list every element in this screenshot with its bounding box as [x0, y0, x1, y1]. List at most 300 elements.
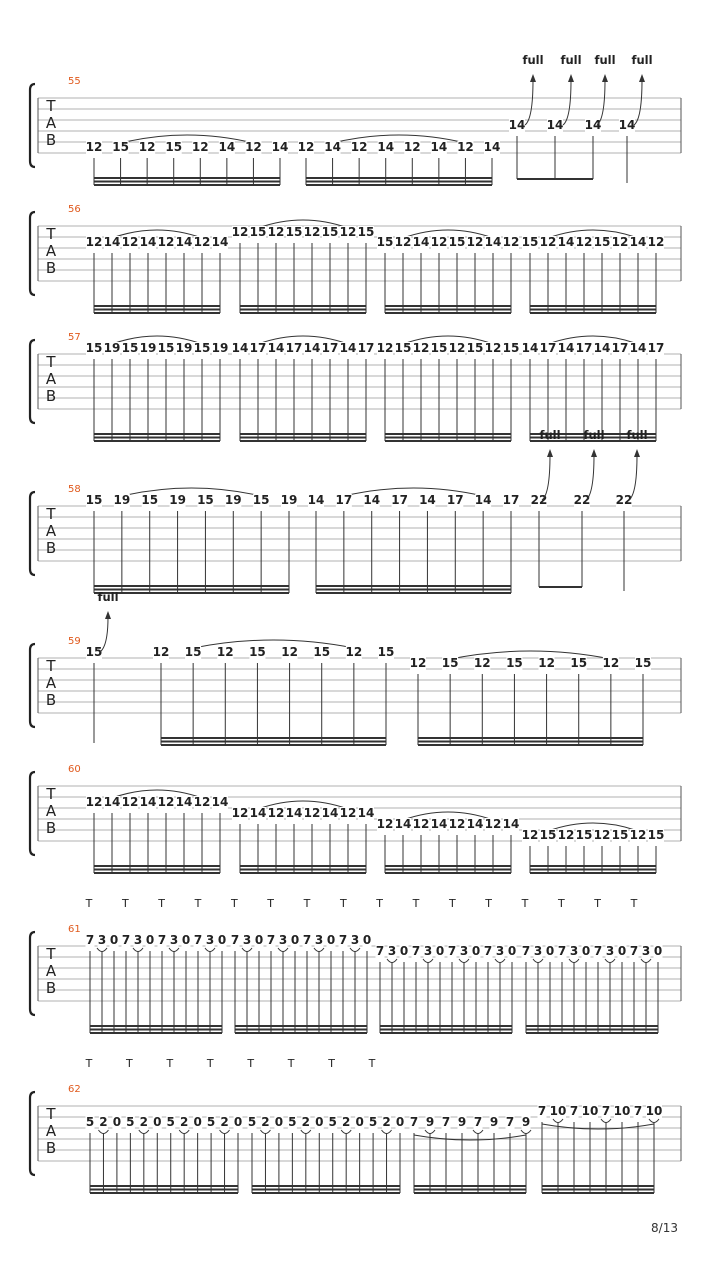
fret-number: 14 [557, 235, 575, 249]
fret-number: 0 [545, 944, 555, 958]
bend-label: full [631, 53, 653, 67]
fret-number: 17 [575, 341, 593, 355]
fret-number: 14 [211, 795, 229, 809]
fret-number: 15 [521, 235, 539, 249]
bend-arrow [591, 449, 597, 457]
fret-number: 17 [391, 493, 408, 507]
bend-arrow [634, 449, 640, 457]
fret-number: 7 [447, 944, 457, 958]
fret-number: 12 [394, 235, 412, 249]
fret-number: 14 [508, 118, 526, 132]
fret-number: 0 [181, 933, 191, 947]
bend-label: full [594, 53, 616, 67]
fret-number: 7 [601, 1104, 611, 1118]
fret-number: 19 [175, 341, 193, 355]
fret-number: 2 [180, 1115, 189, 1129]
fret-number: 14 [271, 140, 289, 154]
tap-marker: T [630, 897, 638, 910]
fret-number: 2 [382, 1115, 391, 1129]
fret-number: 15 [377, 645, 395, 659]
tap-marker: T [594, 897, 602, 910]
fret-number: 15 [184, 645, 202, 659]
fret-number: 7 [157, 933, 167, 947]
tap-marker: T [376, 897, 384, 910]
fret-number: 5 [166, 1115, 175, 1129]
fret-number: 12 [403, 140, 421, 154]
fret-number: 14 [324, 140, 341, 154]
fret-number: 14 [139, 235, 157, 249]
system-bracket [30, 932, 35, 1015]
fret-number: 2 [261, 1115, 270, 1129]
fret-number: 7 [473, 1115, 483, 1129]
pull-off-arc [97, 948, 107, 952]
bend-curve [525, 80, 533, 125]
pull-off-arc [459, 959, 469, 963]
fret-number: 5 [247, 1115, 257, 1129]
fret-number: 12 [191, 140, 209, 154]
fret-number: 22 [530, 493, 548, 507]
fret-number: 0 [326, 933, 336, 947]
bend-label: full [583, 428, 605, 442]
bend-label: full [97, 590, 119, 604]
tap-marker: T [206, 1057, 214, 1070]
pull-off-arc [473, 1130, 483, 1134]
pull-off-arc [278, 948, 288, 952]
tap-marker: T [121, 897, 129, 910]
fret-number: 12 [231, 225, 249, 239]
tab-clef-letter: A [45, 1122, 57, 1140]
tab-clef-letter: T [46, 657, 56, 675]
bend-arrow [602, 74, 608, 82]
pull-off-arc [260, 1130, 270, 1134]
fret-number: 0 [112, 1115, 122, 1129]
fret-number: 0 [153, 1115, 162, 1129]
fret-number: 12 [303, 806, 321, 820]
fret-number: 3 [423, 944, 433, 958]
fret-number: 10 [581, 1104, 599, 1118]
tap-marker: T [267, 897, 275, 910]
system-bracket [30, 212, 35, 295]
pull-off-arc [423, 959, 433, 963]
fret-number: 0 [290, 933, 300, 947]
pull-off-arc [341, 1130, 351, 1134]
fret-number: 14 [430, 817, 448, 831]
fret-number: 3 [459, 944, 469, 958]
fret-number: 14 [321, 806, 339, 820]
tap-marker: T [247, 1057, 255, 1070]
fret-number: 2 [99, 1115, 108, 1129]
fret-number: 7 [537, 1104, 547, 1118]
bend-arrow [639, 74, 645, 82]
fret-number: 9 [425, 1115, 435, 1129]
fret-number: 14 [502, 817, 520, 831]
fret-number: 12 [412, 341, 430, 355]
pull-off-arc [301, 1130, 311, 1134]
page-number: 8/13 [651, 1221, 678, 1235]
fret-number: 2 [342, 1115, 351, 1129]
fret-number: 7 [483, 944, 493, 958]
fret-number: 14 [103, 795, 121, 809]
fret-number: 3 [533, 944, 543, 958]
fret-number: 14 [629, 235, 647, 249]
fret-number: 12 [267, 225, 285, 239]
fret-number: 3 [97, 933, 107, 947]
fret-number: 15 [193, 341, 211, 355]
fret-number: 12 [303, 225, 321, 239]
fret-number: 14 [557, 341, 575, 355]
fret-number: 9 [457, 1115, 467, 1129]
fret-number: 7 [375, 944, 385, 958]
fret-number: 17 [321, 341, 339, 355]
fret-number: 14 [231, 341, 249, 355]
pull-off-arc [242, 948, 252, 952]
pull-off-arc [98, 1130, 108, 1134]
fret-number: 12 [412, 817, 430, 831]
tab-clef-letter: B [45, 539, 57, 557]
tab-clef-letter: T [46, 945, 56, 963]
pull-off-arc [169, 948, 179, 952]
pull-off-arc [495, 959, 505, 963]
fret-number: 14 [629, 341, 647, 355]
fret-number: 15 [197, 493, 214, 507]
fret-number: 15 [466, 341, 484, 355]
tap-marker: T [126, 1057, 133, 1070]
fret-number: 14 [285, 806, 303, 820]
tab-clef-letter: T [46, 97, 56, 115]
fret-number: 0 [435, 944, 445, 958]
measure-number: 61 [68, 924, 81, 935]
fret-number: 12 [430, 235, 448, 249]
fret-number: 12 [157, 795, 175, 809]
fret-number: 17 [446, 493, 464, 507]
fret-number: 15 [285, 225, 303, 239]
pull-off-arc [179, 1130, 189, 1134]
pull-off-arc [553, 1119, 563, 1123]
fret-number: 14 [139, 795, 157, 809]
tap-marker: T [448, 897, 456, 910]
fret-number: 12 [350, 140, 368, 154]
fret-number: 15 [430, 341, 448, 355]
measure-number: 59 [68, 636, 81, 647]
fret-number: 10 [549, 1104, 567, 1118]
fret-number: 0 [274, 1115, 284, 1129]
tap-marker: T [158, 897, 166, 910]
fret-number: 0 [193, 1115, 202, 1129]
fret-number: 5 [328, 1115, 337, 1129]
fret-number: 7 [629, 944, 639, 958]
fret-number: 15 [85, 341, 103, 355]
fret-number: 15 [448, 235, 466, 249]
fret-number: 3 [495, 944, 505, 958]
fret-number: 12 [521, 828, 539, 842]
fret-number: 3 [314, 933, 324, 947]
fret-number: 0 [233, 1115, 243, 1129]
bend-label: full [522, 53, 544, 67]
fret-number: 15 [593, 235, 611, 249]
fret-number: 0 [362, 933, 372, 947]
fret-number: 7 [569, 1104, 579, 1118]
fret-number: 12 [152, 645, 170, 659]
fret-number: 15 [575, 828, 593, 842]
pull-off-arc [139, 1130, 149, 1134]
fret-number: 14 [363, 493, 381, 507]
tab-clef-letter: A [45, 962, 57, 980]
bend-arrow [568, 74, 574, 82]
fret-number: 5 [126, 1115, 135, 1129]
fret-number: 7 [85, 933, 95, 947]
tab-clef-letter: B [45, 259, 57, 277]
fret-number: 15 [85, 645, 103, 659]
tab-clef-letter: B [45, 819, 57, 837]
fret-number: 12 [121, 795, 139, 809]
measure-number: 56 [68, 204, 81, 215]
fret-number: 15 [85, 493, 103, 507]
fret-number: 7 [193, 933, 203, 947]
fret-number: 14 [584, 118, 602, 132]
fret-number: 14 [593, 341, 611, 355]
fret-number: 12 [339, 225, 357, 239]
tab-clef-letter: A [45, 802, 57, 820]
fret-number: 15 [647, 828, 665, 842]
fret-number: 3 [605, 944, 615, 958]
fret-number: 5 [85, 1115, 95, 1129]
fret-number: 12 [193, 235, 211, 249]
tab-clef-letter: A [45, 370, 57, 388]
fret-number: 12 [339, 806, 357, 820]
fret-number: 3 [278, 933, 288, 947]
fret-number: 17 [611, 341, 629, 355]
fret-number: 15 [506, 656, 523, 670]
tab-clef-letter: T [46, 353, 56, 371]
fret-number: 15 [112, 140, 129, 154]
fret-number: 0 [617, 944, 627, 958]
tap-marker: T [194, 897, 202, 910]
fret-number: 19 [211, 341, 229, 355]
tab-clef-letter: T [46, 225, 56, 243]
fret-number: 12 [473, 656, 491, 670]
pull-off-arc [521, 1130, 531, 1134]
fret-number: 15 [539, 828, 557, 842]
tab-clef-letter: A [45, 114, 57, 132]
fret-number: 14 [303, 341, 321, 355]
fret-number: 14 [419, 493, 436, 507]
fret-number: 15 [165, 140, 183, 154]
fret-number: 0 [254, 933, 264, 947]
fret-number: 0 [315, 1115, 324, 1129]
fret-number: 14 [175, 235, 193, 249]
fret-number: 14 [249, 806, 267, 820]
fret-number: 3 [205, 933, 215, 947]
fret-number: 0 [145, 933, 155, 947]
fret-number: 12 [409, 656, 427, 670]
system-bracket [30, 492, 35, 575]
fret-number: 3 [169, 933, 179, 947]
bend-arrow [547, 449, 553, 457]
fret-number: 19 [224, 493, 242, 507]
fret-number: 12 [611, 235, 629, 249]
fret-number: 7 [411, 944, 421, 958]
fret-number: 12 [629, 828, 647, 842]
tap-marker: T [85, 897, 93, 910]
tap-marker: T [328, 1057, 335, 1070]
system-bracket [30, 340, 35, 423]
fret-number: 14 [307, 493, 325, 507]
fret-number: 0 [355, 1115, 364, 1129]
pull-off-arc [533, 959, 543, 963]
fret-number: 3 [133, 933, 143, 947]
pull-off-arc [220, 1130, 230, 1134]
fret-number: 15 [321, 225, 339, 239]
fret-number: 9 [489, 1115, 499, 1129]
pull-off-arc [314, 948, 324, 952]
fret-number: 15 [252, 493, 270, 507]
fret-number: 19 [103, 341, 121, 355]
fret-number: 15 [634, 656, 652, 670]
tap-marker: T [521, 897, 529, 910]
tap-marker: T [287, 1057, 295, 1070]
tap-marker: T [485, 897, 493, 910]
fret-number: 2 [139, 1115, 148, 1129]
fret-number: 0 [217, 933, 227, 947]
fret-number: 17 [502, 493, 520, 507]
fret-number: 15 [570, 656, 588, 670]
fret-number: 22 [573, 493, 591, 507]
fret-number: 7 [521, 944, 531, 958]
fret-number: 12 [281, 645, 298, 659]
fret-number: 14 [267, 341, 285, 355]
measure-number: 58 [68, 484, 81, 495]
fret-number: 19 [113, 493, 131, 507]
fret-number: 17 [249, 341, 267, 355]
fret-number: 12 [85, 140, 103, 154]
fret-number: 17 [357, 341, 375, 355]
fret-number: 15 [313, 645, 331, 659]
fret-number: 15 [157, 341, 175, 355]
fret-number: 15 [249, 645, 266, 659]
fret-number: 7 [505, 1115, 515, 1129]
fret-number: 15 [121, 341, 139, 355]
fret-number: 12 [376, 817, 394, 831]
fret-number: 7 [557, 944, 567, 958]
fret-number: 2 [220, 1115, 229, 1129]
tab-clef-letter: B [45, 1139, 57, 1157]
fret-number: 5 [288, 1115, 297, 1129]
fret-number: 19 [139, 341, 157, 355]
pull-off-arc [569, 959, 579, 963]
fret-number: 14 [377, 140, 395, 154]
system-bracket [30, 84, 35, 167]
fret-number: 12 [557, 828, 575, 842]
fret-number: 0 [109, 933, 119, 947]
fret-number: 12 [484, 817, 502, 831]
fret-number: 14 [211, 235, 229, 249]
bend-label: full [539, 428, 561, 442]
measure-number: 60 [68, 764, 81, 775]
bend-label: full [626, 428, 648, 442]
fret-number: 3 [350, 933, 360, 947]
fret-number: 7 [593, 944, 603, 958]
fret-number: 14 [521, 341, 539, 355]
fret-number: 12 [297, 140, 315, 154]
fret-number: 12 [231, 806, 249, 820]
pull-off-arc [425, 1130, 435, 1134]
fret-number: 15 [611, 828, 629, 842]
fret-number: 12 [157, 235, 175, 249]
fret-number: 12 [457, 140, 474, 154]
pull-off-arc [387, 959, 397, 963]
fret-number: 7 [441, 1115, 451, 1129]
fret-number: 12 [484, 341, 502, 355]
fret-number: 12 [539, 235, 557, 249]
measure-number: 62 [68, 1084, 81, 1095]
fret-number: 14 [430, 140, 448, 154]
fret-number: 14 [466, 817, 484, 831]
fret-number: 10 [613, 1104, 631, 1118]
fret-number: 14 [483, 140, 501, 154]
fret-number: 15 [376, 235, 394, 249]
pull-off-arc [641, 959, 651, 963]
system-bracket [30, 1092, 35, 1175]
fret-number: 12 [502, 235, 520, 249]
fret-number: 12 [245, 140, 262, 154]
fret-number: 12 [85, 795, 103, 809]
fret-number: 0 [471, 944, 481, 958]
fret-number: 14 [412, 235, 430, 249]
fret-number: 15 [249, 225, 267, 239]
pull-off-arc [601, 1119, 611, 1123]
measure-number: 57 [68, 332, 81, 343]
fret-number: 15 [441, 656, 459, 670]
fret-number: 7 [302, 933, 312, 947]
bend-arrow [530, 74, 536, 82]
fret-number: 7 [266, 933, 276, 947]
fret-number: 19 [280, 493, 298, 507]
fret-number: 12 [448, 817, 466, 831]
fret-number: 17 [285, 341, 303, 355]
fret-number: 3 [569, 944, 579, 958]
fret-number: 17 [647, 341, 665, 355]
tab-clef-letter: T [46, 1105, 56, 1123]
fret-number: 12 [593, 828, 611, 842]
fret-number: 3 [641, 944, 651, 958]
fret-number: 17 [539, 341, 557, 355]
fret-number: 10 [645, 1104, 663, 1118]
tap-marker: T [166, 1057, 174, 1070]
fret-number: 7 [633, 1104, 643, 1118]
fret-number: 2 [301, 1115, 310, 1129]
fret-number: 15 [141, 493, 159, 507]
tap-marker: T [303, 897, 311, 910]
fret-number: 15 [502, 341, 520, 355]
pull-off-arc [350, 948, 360, 952]
pull-off-arc [382, 1130, 392, 1134]
pull-off-arc [133, 948, 143, 952]
tap-marker: T [230, 897, 238, 910]
tap-marker: T [339, 897, 347, 910]
fret-number: 14 [175, 795, 193, 809]
tab-clef-letter: B [45, 691, 57, 709]
fret-number: 14 [484, 235, 502, 249]
fret-number: 12 [376, 341, 394, 355]
fret-number: 12 [538, 656, 555, 670]
tab-clef-letter: T [46, 785, 56, 803]
bend-label: full [560, 53, 582, 67]
fret-number: 5 [368, 1115, 378, 1129]
fret-number: 12 [85, 235, 103, 249]
fret-number: 0 [581, 944, 591, 958]
fret-number: 3 [242, 933, 252, 947]
fret-number: 0 [507, 944, 517, 958]
